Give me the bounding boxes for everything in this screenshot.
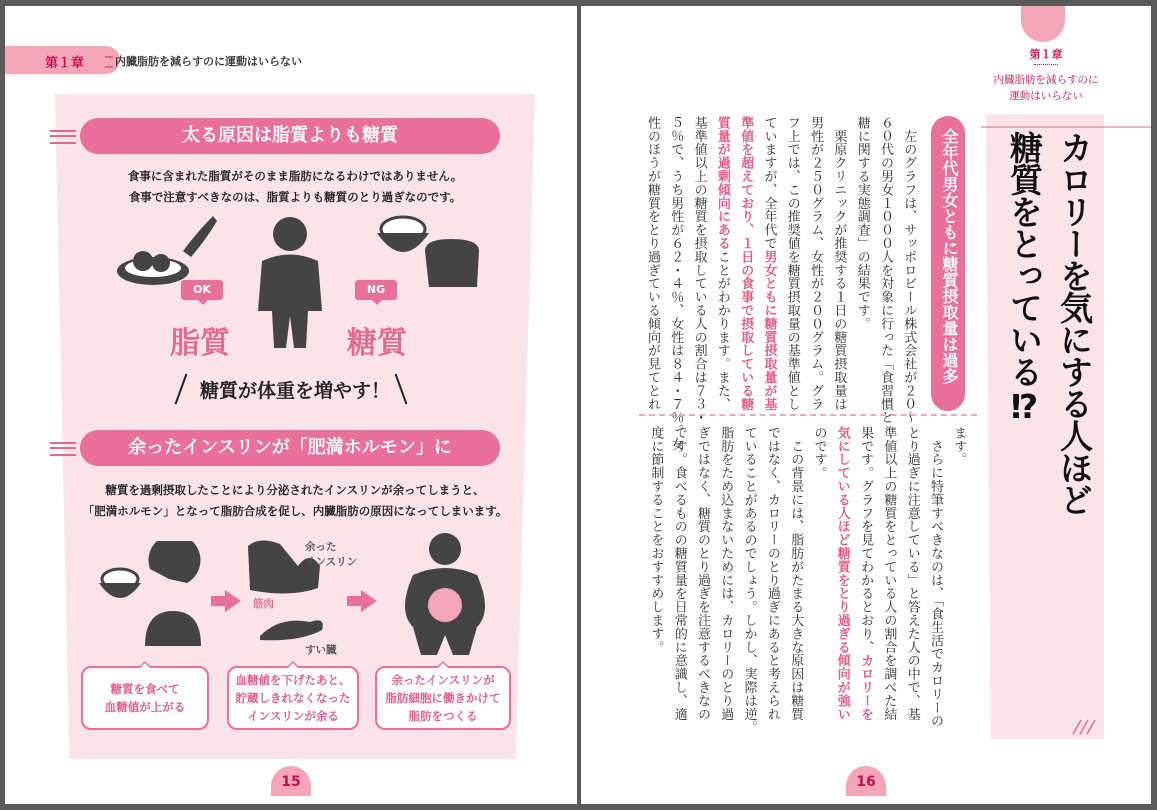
arrow-right-icon [361, 590, 377, 612]
text-column [713, 116, 732, 411]
caption-step-1 [81, 666, 209, 730]
text-segment: ます。 [951, 426, 967, 467]
text-segment: ５％で、うち男性が６２・４％、女性は８４・７％。女 [668, 116, 684, 451]
text-segment: ぎではなく、糖質のとり過ぎを注意するべきなの [694, 426, 710, 721]
text-segment: とり過ぎに注意している」と答えた人の中で、基 [904, 426, 920, 721]
text-column [689, 116, 708, 424]
ng-tag: NG [355, 280, 397, 300]
text-column [833, 426, 852, 721]
text-segment: フ上では、この推奨値を糖質摂取量の基準値とし [784, 116, 800, 411]
person-silhouette-icon [250, 216, 330, 351]
caption-text: 血糖値を下げたあと、 貯蔵しきれなくなった インスリンが余る [235, 673, 351, 723]
text-column [739, 426, 758, 734]
text-column [806, 116, 825, 411]
text-segment: ではなく、カロリーのとり過ぎにあると考えられ [764, 426, 780, 721]
text-segment: 糖に関する実態調査」の結果です。 [854, 116, 870, 331]
decor-ticks [1071, 716, 1101, 736]
right-page [581, 6, 1151, 804]
caption-text: 糖質を食べて 血糖値が上がる [104, 682, 186, 714]
highlighted-text: 男女ともに糖質摂取量が基 [761, 250, 777, 411]
text-segment: 準値以上の糖質をとっている人の割合を調べた結 [881, 426, 897, 721]
text-column [643, 116, 662, 411]
highlighted-text: カロリーを [858, 653, 874, 721]
text-column [899, 116, 918, 424]
excess-insulin-label: 余った インスリン [305, 541, 358, 568]
highlighted-text: 質量が過剰傾向にある [714, 116, 730, 250]
subtitle: 全年代男女ともに糖質摂取量は過多 [940, 128, 959, 384]
text-column [949, 426, 968, 466]
person-eating-icon [95, 541, 205, 651]
fat-person-icon [385, 531, 505, 656]
text-segment: ていますが、全年代で [761, 116, 777, 250]
word-sugar: 糖質 [347, 326, 407, 361]
text-line: 糖質を過剰摂取したことにより分泌されたインスリンが余ってしまうと、 [105, 483, 485, 497]
text-segment: 基準値以上の糖質を摂取している人の割合は７３・ [691, 116, 707, 425]
text-segment: 度に節制することをおすすめします。 [648, 426, 664, 654]
text-segment: 左のグラフは、サッポロビール株式会社が２０～ [901, 116, 917, 425]
title-line-1: カロリーを気にする人ほど [1055, 131, 1094, 515]
text-line: 内臓脂肪を減らすのに [993, 74, 1099, 86]
arrow-right-icon [225, 590, 241, 612]
text-line: 食事に含まれた脂質がそのまま脂肪になるわけではありません。 [127, 169, 463, 183]
text-segment: 脂肪をため込まないためには、カロリーのとり過 [718, 426, 734, 721]
title-line-2: 糖質をとっている⁉ [1005, 131, 1044, 425]
muscle-label: 筋肉 [253, 598, 274, 610]
text-segment: ６０代の男女１０００人を対象に行った「食習慣と [877, 116, 893, 425]
section-heading-1: 太る原因は脂質よりも糖質 [80, 118, 500, 154]
section-2-text [65, 480, 525, 522]
page-number: 15 [271, 766, 311, 796]
text-column [669, 426, 688, 721]
section-1-text [65, 166, 525, 208]
text-column [736, 116, 755, 411]
page-number: 16 [846, 766, 886, 796]
section-heading-2: 余ったインスリンが「肥満ホルモン」に [80, 430, 500, 466]
decor-lines-icon [50, 442, 76, 456]
text-column [809, 426, 828, 480]
slogan: 糖質が体重を増やす！ [200, 380, 391, 402]
text-segment: 男性が２５０グラム、女性が２００グラム。グラ [808, 116, 824, 411]
menu-lines-icon [105, 56, 113, 68]
decor-line [981, 124, 1151, 130]
text-column [829, 116, 848, 411]
chapter-label: 第１章 [45, 56, 85, 71]
text-column [666, 116, 685, 451]
text-column [783, 116, 802, 411]
text-column [693, 426, 712, 721]
text-column [716, 426, 735, 721]
text-segment: 性のほうが糖質をとり過ぎている傾向が見てとれ [644, 116, 660, 411]
text-line: 「肥満ホルモン」となって脂肪合成を促し、内臓脂肪の原因になってしまいます。 [82, 504, 508, 518]
text-column [646, 426, 665, 654]
text-segment: ていることがあるのでしょう。しかし、実際は逆。 [741, 426, 757, 735]
ok-tag: OK [181, 280, 223, 300]
divider-dashed [639, 414, 977, 416]
highlighted-text: 気にしている人ほど糖質をとり過ぎる傾向が強い [834, 426, 850, 721]
chapter-title: 内臓脂肪を減らすのに運動はいらない [115, 55, 302, 68]
text-column [786, 426, 805, 721]
divider [1034, 64, 1058, 65]
text-segment: 栗原クリニックが推奨する１日の糖質摂取量は [831, 116, 847, 411]
left-page [5, 6, 577, 804]
text-column [879, 426, 898, 721]
caption-text: 余ったインスリンが 脂肪細胞に働きかけて 脂肪をつくる [385, 673, 501, 723]
text-line: 運動はいらない [1009, 90, 1083, 102]
text-column [856, 426, 875, 721]
text-column [759, 116, 778, 411]
chapter-tab [1021, 6, 1065, 42]
highlighted-text: 準値を超えており、１日の食事で摂取している糖 [738, 116, 754, 411]
text-segment: ことがわかります。また、 [714, 250, 730, 411]
rice-bread-icon [373, 211, 488, 291]
caption-step-3 [375, 666, 511, 730]
text-column [763, 426, 782, 721]
text-column [876, 116, 895, 424]
text-column [852, 116, 871, 330]
chapter-subtitle [981, 72, 1111, 104]
text-column [926, 426, 945, 728]
decor-lines-icon [50, 130, 76, 144]
chapter-label: 第１章 [1029, 48, 1063, 61]
fried-food-icon [113, 211, 223, 291]
caption-step-2 [227, 666, 359, 730]
text-line: 食事で注意すべきなのは、脂質よりも糖質のとり過ぎなのです。 [128, 190, 462, 204]
chapter-tab [5, 46, 120, 74]
text-segment: この背景には、脂肪がたまる大きな原因は糖質 [788, 426, 804, 721]
text-segment: さらに特筆すべきなのは、「食生活でカロリーの [927, 426, 943, 728]
pancreas-label: すい臓 [305, 644, 337, 656]
text-segment: のです。 [811, 426, 827, 480]
text-segment: 果です。グラフを見てわかるとおり、 [858, 426, 874, 654]
text-segment: です。食べるものの糖質量を日常的に意識し、適 [671, 426, 687, 721]
word-fat: 脂質 [170, 326, 230, 361]
text-column [902, 426, 921, 721]
